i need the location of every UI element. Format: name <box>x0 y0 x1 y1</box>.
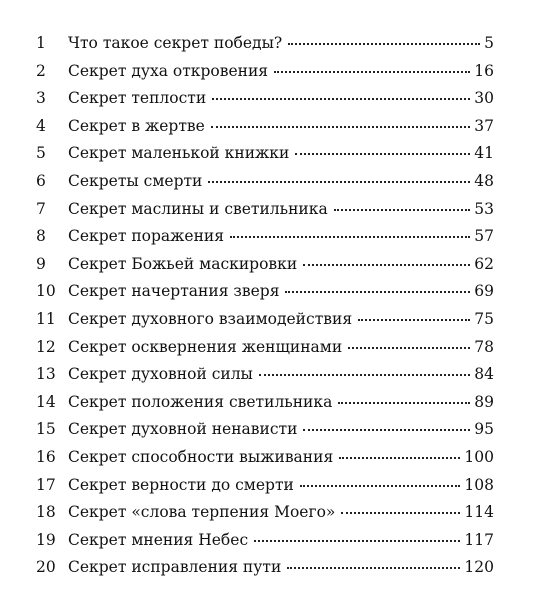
dot-leader <box>339 457 460 459</box>
dot-leader <box>254 540 460 542</box>
toc-entry-number: 3 <box>36 89 46 108</box>
toc-entry <box>36 444 494 472</box>
toc-entry-number: 18 <box>36 503 56 522</box>
toc-entry <box>36 251 494 279</box>
toc-entry-page: 108 <box>464 475 494 494</box>
toc-entry-title: Секрет поражения <box>68 227 225 246</box>
toc-entry-number: 7 <box>36 199 46 218</box>
toc-entry <box>36 168 494 196</box>
toc-entry <box>36 196 494 224</box>
toc-entry-number: 9 <box>36 254 46 273</box>
toc-entry-number: 2 <box>36 61 46 80</box>
toc-entry <box>36 113 494 141</box>
dot-leader <box>358 319 470 321</box>
toc-entry-page: 41 <box>474 144 494 163</box>
toc-entry-title: Секрет мнения Небес <box>68 530 249 549</box>
dot-leader <box>300 485 461 487</box>
toc-entry-page: 37 <box>474 116 494 135</box>
toc-entry-title: Секрет в жертве <box>68 116 205 135</box>
toc-entry-title: Что такое секрет победы? <box>68 34 283 52</box>
toc-entry-title: Секрет теплости <box>68 89 207 108</box>
dot-leader <box>334 209 471 211</box>
toc-entry-title: Секрет верности до смерти <box>68 475 294 494</box>
toc-entry-page: 114 <box>464 503 494 522</box>
dot-leader <box>303 429 470 431</box>
toc-entry <box>36 389 494 417</box>
toc-entry <box>36 30 494 58</box>
dot-leader <box>287 567 460 569</box>
toc-entry-page: 89 <box>474 392 494 411</box>
toc-entry-page: 16 <box>474 61 494 80</box>
dot-leader <box>259 374 470 376</box>
toc-entry-title: Секрет духа откровения <box>68 61 269 80</box>
dot-leader <box>288 43 480 45</box>
toc-entry-page: 57 <box>474 227 494 246</box>
toc-entry-title: Секрет осквернения женщинами <box>68 337 343 356</box>
dot-leader <box>212 98 470 100</box>
dot-leader <box>211 126 470 128</box>
toc-entry-title: Секрет духовной силы <box>68 365 253 384</box>
toc-entry-page: 62 <box>474 254 494 273</box>
dot-leader <box>230 236 470 238</box>
toc-entry-number: 17 <box>36 475 56 494</box>
toc-entry-page: 95 <box>474 420 494 439</box>
toc-entry <box>36 85 494 113</box>
toc-entry-title: Секрет способности выживания <box>68 447 334 466</box>
toc-entry-number: 10 <box>36 282 56 301</box>
toc-entry-number: 14 <box>36 392 56 411</box>
table-of-contents <box>36 30 494 582</box>
toc-entry-title: Секрет маслины и светильника <box>68 199 328 218</box>
toc-entry-number: 19 <box>36 530 56 549</box>
toc-entry-number: 16 <box>36 447 56 466</box>
toc-entry-page: 117 <box>464 530 494 549</box>
toc-entry <box>36 554 494 582</box>
toc-entry-number: 12 <box>36 337 56 356</box>
toc-entry-number: 11 <box>36 309 56 328</box>
dot-leader <box>341 512 460 514</box>
dot-leader <box>208 181 470 183</box>
toc-entry-title: Секрет начертания зверя <box>68 282 280 301</box>
toc-entry-title: Секрет духовного взаимодействия <box>68 309 353 328</box>
toc-entry-page: 69 <box>474 282 494 301</box>
toc-entry-number: 20 <box>36 558 56 577</box>
toc-entry-title: Секрет духовной ненависти <box>68 420 298 439</box>
toc-entry-number: 15 <box>36 420 56 439</box>
toc-entry <box>36 278 494 306</box>
toc-entry-number: 8 <box>36 227 46 246</box>
toc-entry-number: 5 <box>36 144 46 163</box>
dot-leader <box>295 153 470 155</box>
toc-entry <box>36 361 494 389</box>
toc-entry <box>36 58 494 86</box>
dot-leader <box>303 264 470 266</box>
toc-entry-number: 4 <box>36 116 46 135</box>
toc-entry-title: Секреты смерти <box>68 171 203 190</box>
toc-entry-title: Секрет маленькой книжки <box>68 144 290 163</box>
toc-entry-page: 48 <box>474 171 494 190</box>
dot-leader <box>274 71 470 73</box>
toc-entry <box>36 527 494 555</box>
dot-leader <box>285 291 470 293</box>
dot-leader <box>348 347 470 349</box>
toc-entry-number: 6 <box>36 171 46 190</box>
toc-entry <box>36 306 494 334</box>
toc-entry-page: 120 <box>464 558 494 577</box>
toc-entry-number: 13 <box>36 365 56 384</box>
toc-entry <box>36 334 494 362</box>
toc-entry-page: 84 <box>474 365 494 384</box>
toc-entry-page: 100 <box>464 447 494 466</box>
toc-entry-title: Секрет «слова терпения Моего» <box>68 503 336 522</box>
toc-entry-title: Секрет положения светильника <box>68 392 333 411</box>
toc-entry-page: 30 <box>474 89 494 108</box>
toc-entry <box>36 223 494 251</box>
toc-entry-page: 5 <box>484 34 494 52</box>
toc-entry-page: 78 <box>474 337 494 356</box>
toc-entry <box>36 416 494 444</box>
toc-entry <box>36 140 494 168</box>
toc-entry-page: 53 <box>474 199 494 218</box>
toc-entry-title: Секрет исправления пути <box>68 558 282 577</box>
toc-entry-title: Секрет Божьей маскировки <box>68 254 298 273</box>
dot-leader <box>338 402 470 404</box>
toc-entry-number: 1 <box>36 34 46 52</box>
toc-entry <box>36 472 494 500</box>
toc-entry-page: 75 <box>474 309 494 328</box>
toc-entry <box>36 499 494 527</box>
